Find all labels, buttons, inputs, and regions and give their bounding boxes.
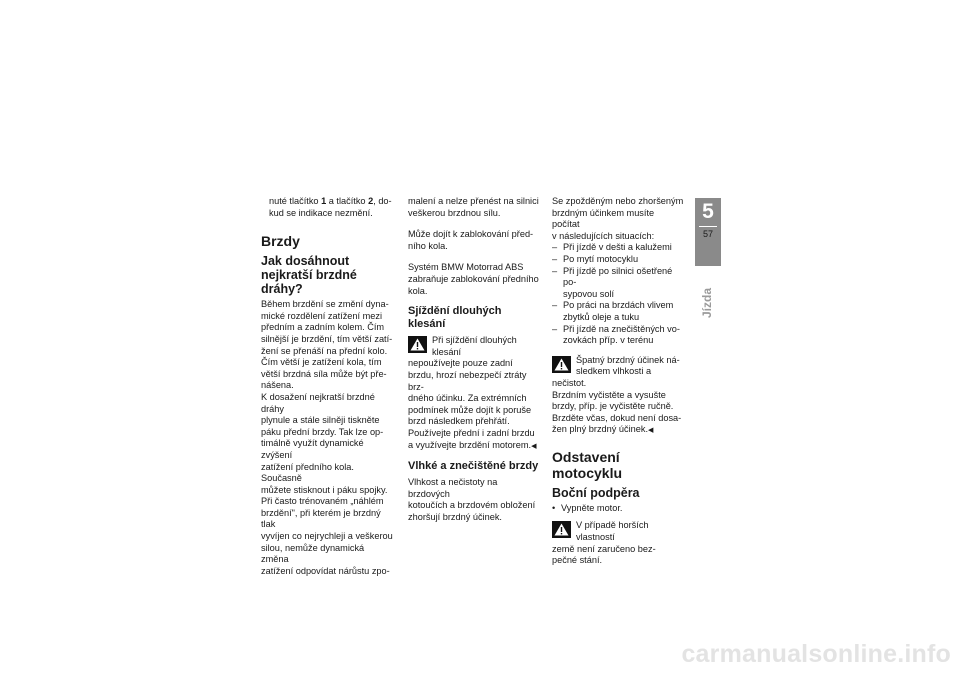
- column-2: [408, 196, 540, 523]
- end-marker-icon: ◀: [648, 427, 654, 435]
- warning-ground: V případě horších vlastností země není zaručeno bez- pečné stání.: [552, 520, 656, 566]
- list-item: – Při jízdě po silnici ošetřené po- sypovou solí: [552, 266, 684, 301]
- paragraph-continuation: malení a nelze přenést na silnici veškerou brzdnou sílu.: [408, 196, 539, 218]
- page-number: 57: [702, 229, 713, 239]
- heading-wet-brakes: Vlhké a znečištěné brzdy: [408, 460, 539, 473]
- paragraph-braking-technique: K dosažení nejkratší brzdné dráhy plynule a stále silněji tiskněte páku přední brzdy. Tak lze op- timálně využít dynamické zvýšení zatížení předního kola. Současně můžete stisknout i páku spojky. Při často trénovaném „náhlém brzdění", při kterém je brzdný tlak vyvíjen co nejrychleji a veškerou silou, nemůže dynamická změna zatížení odpovídat nárůstu zpo-: [261, 391, 393, 576]
- list-item: – Při jízdě na znečištěných vo- zovkách příp. v terénu: [552, 324, 684, 347]
- heading-parking: Odstavení motocyklu: [552, 448, 623, 481]
- intro-paragraph: nuté tlačítko 1 a tlačítko 2, do- kud se indikace nezmění.: [269, 196, 392, 218]
- paragraph-wheel-lock: Může dojít k zablokování před- ního kola.: [408, 229, 534, 251]
- warning-triangle-icon: [408, 336, 427, 353]
- heading-brzdy: Brzdy: [261, 233, 300, 250]
- chapter-label: Jízda: [700, 288, 714, 319]
- paragraph-abs: Systém BMW Motorrad ABS zabraňuje zablokování předního kola.: [408, 262, 539, 296]
- heading-descent: Sjíždění dlouhých klesání: [408, 305, 502, 331]
- list-item: – Po práci na brzdách vlivem zbytků oleje a tuku: [552, 300, 684, 323]
- chapter-number: 5: [702, 200, 714, 223]
- warning-poor-braking: Špatný brzdný účinek ná- sledkem vlhkosti a nečistot. Brzdním vyčistěte a vysušte brzdy, příp. je vyčistěte ručně. Brzděte včas, dokud není dosa- žen plný brzdný účinek.◀: [552, 354, 682, 435]
- subheading-side-stand: Boční podpěra: [552, 485, 640, 500]
- situations-list: [552, 242, 684, 346]
- warning-triangle-icon: [552, 521, 571, 538]
- column-3: [552, 196, 684, 567]
- list-item: – Při jízdě v dešti a kalužemi: [552, 242, 684, 254]
- list-item: – Po mytí motocyklu: [552, 254, 684, 266]
- warning-triangle-icon: [552, 356, 571, 373]
- warning-descent: Při sjíždění dlouhých klesání nepoužívejte pouze zadní brzdu, hrozí nebezpečí ztráty brz- dného účinku. Za extrémních podmínek může dojít k poruše brzd následkem přehřátí. Používejte přední i zadní brzdu a využívejte brzdění motorem.◀: [408, 335, 537, 450]
- subheading-shortest-distance: Jak dosáhnout nejkratší brzdné dráhy?: [261, 254, 357, 297]
- chapter-divider: [699, 226, 717, 227]
- end-marker-icon: ◀: [531, 442, 537, 450]
- paragraph-situations-intro: Se zpožděným nebo zhoršeným brzdným účinkem musíte počítat v následujících situacích:: [552, 196, 684, 241]
- watermark: carmanualsonline.info: [681, 640, 951, 668]
- column-1: [261, 196, 393, 577]
- paragraph-wet-brakes: Vlhkost a nečistoty na brzdových kotoučích a brzdovém obložení zhoršují brzdný účinek.: [408, 477, 536, 522]
- chapter-tab: [695, 198, 721, 266]
- paragraph-load-distribution: Během brzdění se změní dyna- mické rozdělení zatížení mezi předním a zadním kolem. Čím silnější je brzdění, tím větší zatí- žení se přenáší na přední kolo. Čím větší je zatížení kola, tím větší brzdná síla může být pře- nášena.: [261, 299, 393, 391]
- list-item-engine-off: • Vypněte motor.: [552, 503, 684, 515]
